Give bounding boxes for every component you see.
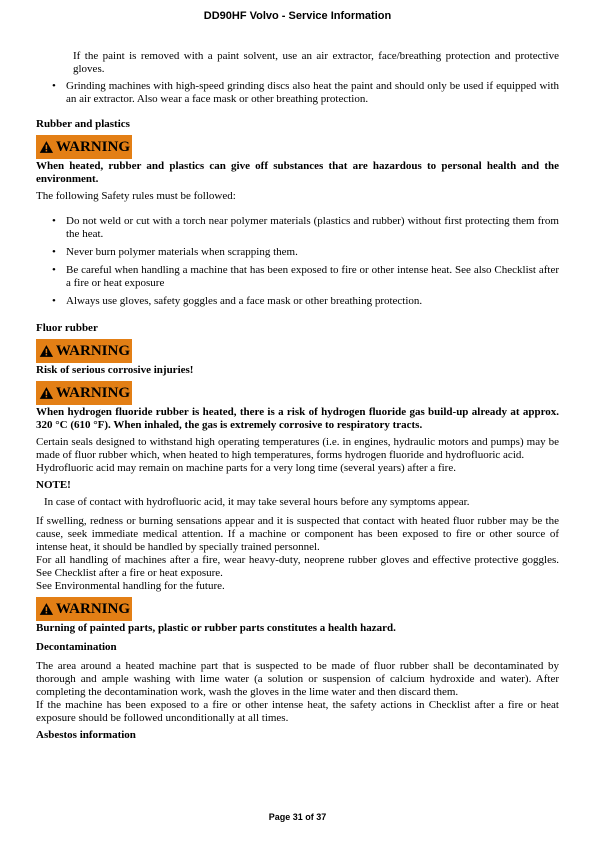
page-footer: Page 31 of 37 (268, 812, 327, 822)
warning-label: WARNING (55, 138, 130, 155)
list-item: • Grinding machines with high-speed grinding discs also heat the paint and should only be used if equipped with an air extractor. Also wear a face mask or other breathing protection. (52, 80, 559, 105)
warning-text: When hydrogen fluoride rubber is heated, there is a risk of hydrogen fluoride gas build-up already at approx. 320 °C (610 °F). When inhaled, the gas is extremely corrosive to respiratory tracts. (36, 406, 559, 431)
paragraph: The area around a heated machine part that is suspected to be made of fluor rubber shall be decontaminated by thorough and ample washing with lime water (a solution or suspension of calcium hydroxide and water). After completing the decontamination work, wash the gloves in the lime water and then discard them. (36, 660, 559, 698)
warning-triangle-icon (39, 138, 54, 156)
section-heading-decontamination: Decontamination (36, 641, 117, 653)
section-heading-rubber: Rubber and plastics (36, 118, 130, 130)
warning-text: When heated, rubber and plastics can give off substances that are hazardous to personal health and the environment. (36, 160, 559, 185)
paragraph: Hydrofluoric acid may remain on machine parts for a very long time (several years) after a fire. (36, 462, 456, 474)
warning-badge (36, 597, 132, 621)
list-item: • Be careful when handling a machine that has been exposed to fire or other intense heat. See also Checklist after a fire or heat exposure (52, 264, 559, 289)
intro-list (36, 80, 559, 106)
warning-triangle-icon (39, 342, 54, 360)
warning-badge (36, 339, 132, 363)
list-item: • Never burn polymer materials when scrapping them. (52, 246, 298, 258)
note-text: In case of contact with hydrofluoric acid, it may take several hours before any symptoms appear. (44, 496, 470, 508)
section-heading-asbestos: Asbestos information (36, 729, 136, 741)
bullet-dot: • (52, 80, 56, 92)
warning-label: WARNING (55, 342, 130, 359)
warning-text: Burning of painted parts, plastic or rubber parts constitutes a health hazard. (36, 622, 396, 634)
warning-badge (36, 135, 132, 159)
warning-label: WARNING (55, 600, 130, 617)
note-label: NOTE! (36, 479, 71, 491)
rules-intro: The following Safety rules must be followed: (36, 190, 236, 202)
section-heading-fluor: Fluor rubber (36, 322, 98, 334)
intro-paragraph: If the paint is removed with a paint solvent, use an air extractor, face/breathing protection and protective gloves. (73, 50, 559, 75)
warning-badge (36, 381, 132, 405)
warning-label: WARNING (55, 384, 130, 401)
paragraph: See Environmental handling for the future. (36, 580, 225, 592)
list-item: • Always use gloves, safety goggles and a face mask or other breathing protection. (52, 295, 423, 307)
paragraph: For all handling of machines after a fire, wear heavy-duty, neoprene rubber gloves and effective protective goggles. See Checklist after a fire or heat exposure. (36, 554, 559, 579)
list-item: • Do not weld or cut with a torch near polymer materials (plastics and rubber) without first protecting them from the heat. (52, 215, 559, 240)
paragraph: If the machine has been exposed to a fire or other intense heat, the safety actions in Checklist after a fire or heat exposure should be followed unconditionally at all times. (36, 699, 559, 724)
page-content (36, 50, 559, 742)
warning-triangle-icon (39, 384, 54, 402)
paragraph: Certain seals designed to withstand high operating temperatures (i.e. in engines, hydraulic motors and pumps) may be made of fluor rubber which, when heated to high temperatures, forms hydrogen fluoride and hydrofluoric acid. (36, 436, 559, 461)
paragraph: If swelling, redness or burning sensations appear and it is suspected that contact with heated fluor rubber may be the cause, seek immediate medical attention. If a machine or component has been exposed to fire or other source of intense heat, it should be handled by specially trained personnel. (36, 515, 559, 553)
page-header: DD90HF Volvo - Service Information (203, 10, 392, 22)
safety-rules-list (36, 215, 559, 308)
warning-triangle-icon (39, 600, 54, 618)
warning-text: Risk of serious corrosive injuries! (36, 364, 194, 376)
